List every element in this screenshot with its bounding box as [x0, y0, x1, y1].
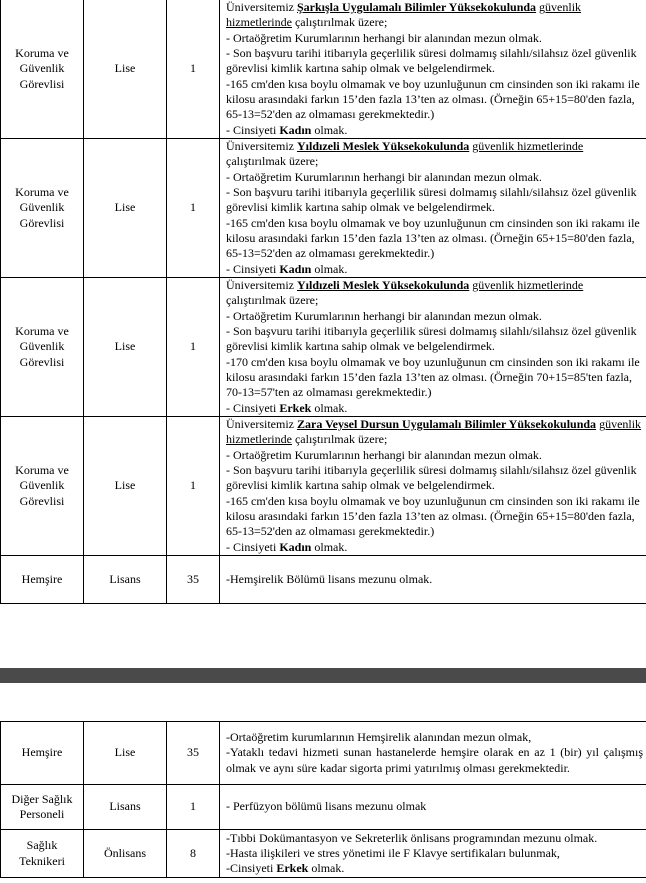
education-level: Lise: [84, 278, 167, 417]
position-title: Hemşire: [1, 722, 84, 785]
requirement-line: - Ortaöğretim Kurumlarının herhangi bir alanından mezun olmak.: [226, 308, 542, 323]
intro-text: Üniversitemiz Zara Veysel Dursun Uygulamalı Bilimler Yüksekokulunda güvenlik hizmetlerinde çalıştırılmak üzere;: [226, 417, 642, 447]
table-row: [1, 785, 646, 830]
position-title: Koruma ve Güvenlik Görevlisi: [1, 278, 84, 417]
table-row: [1, 722, 646, 785]
position-requirements: [220, 722, 646, 785]
table-row: [1, 139, 646, 278]
education-level: Lisans: [84, 556, 167, 604]
position-count: 1: [167, 0, 220, 139]
table-row: [1, 278, 646, 417]
position-title: Sağlık Teknikeri: [1, 830, 84, 878]
requirement-line: - Ortaöğretim Kurumlarının herhangi bir alanından mezun olmak.: [226, 30, 542, 45]
intro-text: Üniversitemiz Yıldızeli Meslek Yüksekokulunda güvenlik hizmetlerinde çalıştırılmak üzere;: [226, 139, 584, 169]
page-separator: [0, 668, 646, 683]
education-level: Lise: [84, 0, 167, 139]
education-level: Lise: [84, 139, 167, 278]
requirement-line: -165 cm'den kısa boylu olmamak ve boy uzunluğunun cm cinsinden son iki rakamı ile kilosu arasındaki farkın 15’den fazla 13’ten az olması. (Örneğin 65+15=80'den fazla, 65-13=52'den az olmaması gerekmektedir.): [226, 76, 640, 122]
intro-text: Üniversitemiz Şarkışla Uygulamalı Bilimler Yüksekokulunda güvenlik hizmetlerinde çalıştırılmak üzere;: [226, 0, 582, 30]
requirement-line: -165 cm'den kısa boylu olmamak ve boy uzunluğunun cm cinsinden son iki rakamı ile kilosu arasındaki farkın 15’den fazla 13’ten az olması. (Örneğin 65+15=80'den fazla, 65-13=52'den az olmaması gerekmektedir.): [226, 215, 640, 261]
document-page-2: [0, 683, 646, 883]
requirement-line: - Son başvuru tarihi itibarıyla geçerlilik süresi dolmamış silahlı/silahsız özel güvenlik görevlisi kimlik kartına sahip olmak ve belgelendirmek.: [226, 324, 637, 354]
table-row: [1, 556, 646, 604]
table-row: [1, 0, 646, 139]
requirement-line: -170 cm'den kısa boylu olmamak ve boy uzunluğunun cm cinsinden son iki rakamı ile kilosu arasındaki farkın 15’den fazla 13’ten az olması. (Örneğin 70+15=85'ten fazla, 70-13=57'ten az olmaması gerekmektedir.): [226, 354, 640, 400]
position-count: 1: [167, 278, 220, 417]
gender-requirement: - Cinsiyeti Erkek olmak.: [226, 400, 348, 415]
position-count: 1: [167, 417, 220, 556]
position-count: 35: [167, 722, 220, 785]
requirement-line: - Ortaöğretim Kurumlarının herhangi bir alanından mezun olmak.: [226, 169, 542, 184]
education-level: Lise: [84, 417, 167, 556]
education-level: Önlisans: [84, 830, 167, 878]
position-title: Koruma ve Güvenlik Görevlisi: [1, 139, 84, 278]
position-count: 1: [167, 139, 220, 278]
position-requirements: [220, 278, 646, 417]
table-row: [1, 417, 646, 556]
requirement-line: - Son başvuru tarihi itibarıyla geçerlilik süresi dolmamış silahlı/silahsız özel güvenlik görevlisi kimlik kartına sahip olmak ve belgelendirmek.: [226, 463, 637, 493]
position-title: Hemşire: [1, 556, 84, 604]
table-row: [1, 830, 646, 878]
position-requirements: -Hemşirelik Bölümü lisans mezunu olmak.: [220, 556, 646, 604]
position-title: Koruma ve Güvenlik Görevlisi: [1, 0, 84, 139]
gender-requirement: -Cinsiyeti Erkek olmak.: [226, 861, 345, 876]
position-requirements: [220, 0, 646, 139]
requirement-line: -Hasta ilişkileri ve stres yönetimi ile F Klavye sertifikaları bulunmak,: [226, 845, 560, 860]
requirement-line: -Ortaöğretim kurumlarının Hemşirelik alanından mezun olmak,: [226, 730, 532, 745]
requirement-line: - Ortaöğretim Kurumlarının herhangi bir alanından mezun olmak.: [226, 447, 542, 462]
education-level: Lisans: [84, 785, 167, 830]
gender-requirement: - Cinsiyeti Kadın olmak.: [226, 261, 348, 276]
position-count: 35: [167, 556, 220, 604]
requirement-line: -Tıbbi Dokümantasyon ve Sekreterlik önlisans programından mezunu olmak.: [226, 830, 598, 845]
requirement-line: -165 cm'den kısa boylu olmamak ve boy uzunluğunun cm cinsinden son iki rakamı ile kilosu arasındaki farkın 15’den fazla 13’ten az olması. (Örneğin 65+15=80'den fazla, 65-13=52'den az olmaması gerekmektedir.): [226, 493, 640, 539]
requirement-line: -Yataklı tedavi hizmeti sunan hastanelerde hemşire olarak en az 1 (bir) yıl çalışmış olmak ve aynı süre kadar sigorta primi yatırılmış olması gerekmektedir.: [226, 745, 643, 775]
position-requirements: - Perfüzyon bölümü lisans mezunu olmak: [220, 785, 646, 830]
gender-requirement: - Cinsiyeti Kadın olmak.: [226, 122, 348, 137]
gender-requirement: - Cinsiyeti Kadın olmak.: [226, 539, 348, 554]
position-count: 1: [167, 785, 220, 830]
position-title: Koruma ve Güvenlik Görevlisi: [1, 417, 84, 556]
requirement-line: - Son başvuru tarihi itibarıyla geçerlilik süresi dolmamış silahlı/silahsız özel güvenlik görevlisi kimlik kartına sahip olmak ve belgelendirmek.: [226, 46, 637, 76]
position-requirements: [220, 417, 646, 556]
requirement-line: - Son başvuru tarihi itibarıyla geçerlilik süresi dolmamış silahlı/silahsız özel güvenlik görevlisi kimlik kartına sahip olmak ve belgelendirmek.: [226, 185, 637, 215]
positions-table-2: [0, 721, 646, 878]
position-requirements: [220, 139, 646, 278]
position-requirements: [220, 830, 646, 878]
education-level: Lise: [84, 722, 167, 785]
position-title: Diğer Sağlık Personeli: [1, 785, 84, 830]
intro-text: Üniversitemiz Yıldızeli Meslek Yüksekokulunda güvenlik hizmetlerinde çalıştırılmak üzere;: [226, 278, 584, 308]
position-count: 8: [167, 830, 220, 878]
